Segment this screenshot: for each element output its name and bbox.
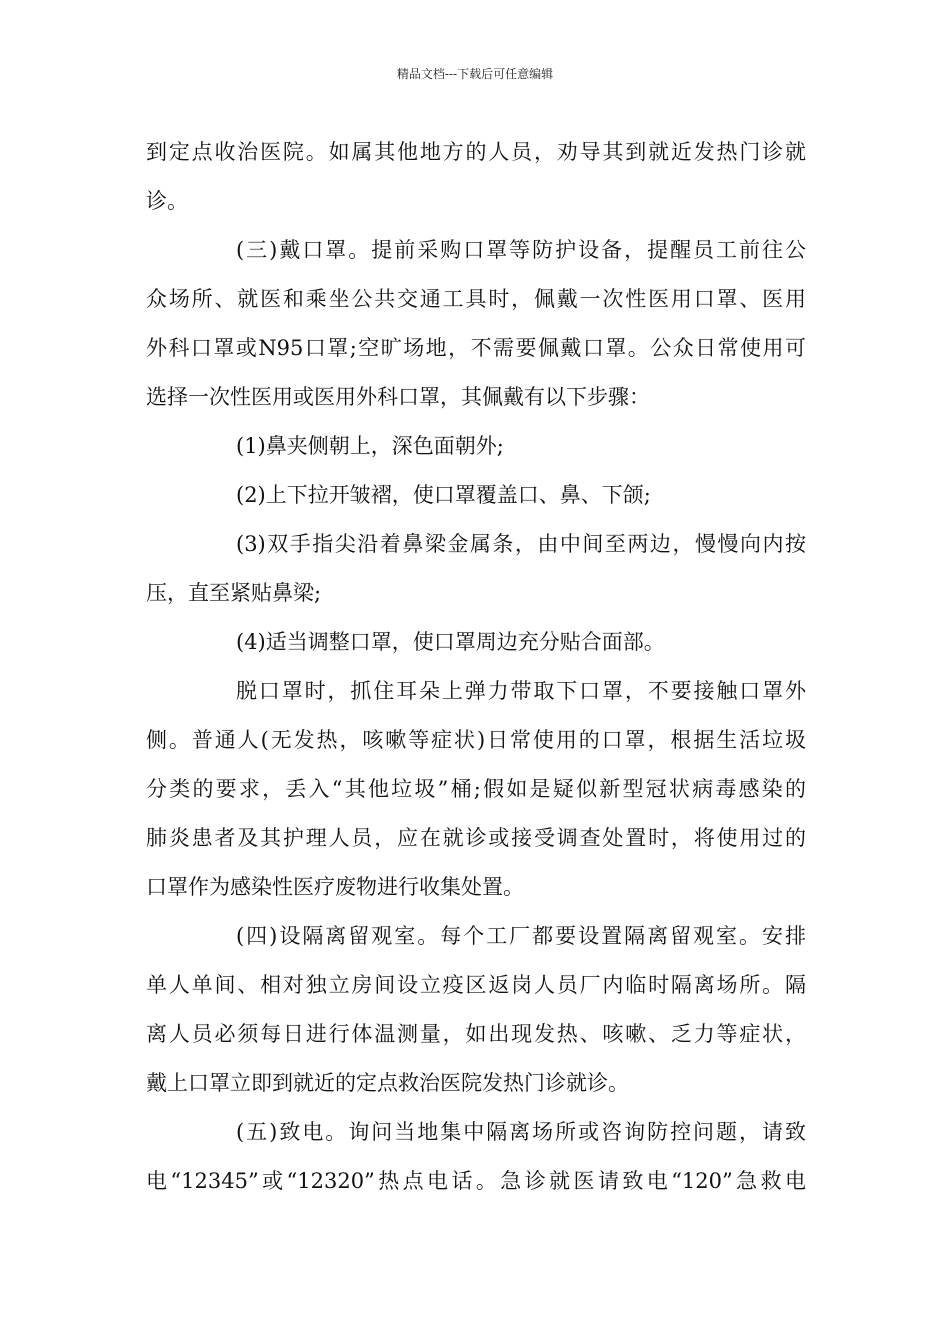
document-body bbox=[146, 128, 806, 1206]
text-line: 压，直至紧贴鼻梁; bbox=[146, 581, 322, 605]
text-line: 脱口罩时，抓住耳朵上弹力带取下口罩，不要接触口罩外 bbox=[236, 679, 806, 703]
text-line: 选择一次性医用或医用外科口罩，其佩戴有以下步骤： bbox=[146, 385, 650, 409]
text-line: (3)双手指尖沿着鼻梁金属条，由中间至两边，慢慢向内按 bbox=[236, 532, 806, 556]
text-line: (五)致电。询问当地集中隔离场所或咨询防控问题，请致 bbox=[236, 1120, 806, 1144]
text-line: (四)设隔离留观室。每个工厂都要设置隔离留观室。安排 bbox=[236, 924, 806, 948]
text-line: 到定点收治医院。如属其他地方的人员，劝导其到就近发热门诊就 bbox=[146, 140, 806, 164]
text-line: (三)戴口罩。提前采购口罩等防护设备，提醒员工前往公 bbox=[236, 238, 806, 262]
text-line: 戴上口罩立即到就近的定点救治医院发热门诊就诊。 bbox=[146, 1071, 629, 1095]
text-line: (2)上下拉开皱褶，使口罩覆盖口、鼻、下颌; bbox=[236, 483, 651, 507]
text-line: 分类的要求，丢入“其他垃圾”桶;假如是疑似新型冠状病毒感染的 bbox=[146, 777, 806, 801]
page-header: 精品文档---下载后可任意编辑 bbox=[396, 67, 554, 81]
text-line: (4)适当调整口罩，使口罩周边充分贴合面部。 bbox=[236, 630, 665, 654]
text-line: 侧。普通人(无发热，咳嗽等症状)日常使用的口罩，根据生活垃圾 bbox=[146, 728, 806, 752]
text-line: (1)鼻夹侧朝上，深色面朝外; bbox=[236, 434, 504, 458]
text-line: 众场所、就医和乘坐公共交通工具时，佩戴一次性医用口罩、医用 bbox=[146, 287, 806, 311]
text-line: 诊。 bbox=[146, 189, 188, 213]
text-line: 肺炎患者及其护理人员，应在就诊或接受调查处置时，将使用过的 bbox=[146, 826, 806, 850]
text-line: 外科口罩或N95口罩;空旷场地，不需要佩戴口罩。公众日常使用可 bbox=[146, 336, 806, 360]
text-line: 单人单间、相对独立房间设立疫区返岗人员厂内临时隔离场所。隔 bbox=[146, 973, 806, 997]
text-line: 口罩作为感染性医疗废物进行收集处置。 bbox=[146, 875, 524, 899]
text-line: 电“12345”或“12320”热点电话。急诊就医请致电“120”急救电 bbox=[146, 1169, 806, 1193]
text-line: 离人员必须每日进行体温测量，如出现发热、咳嗽、乏力等症状， bbox=[146, 1022, 806, 1046]
